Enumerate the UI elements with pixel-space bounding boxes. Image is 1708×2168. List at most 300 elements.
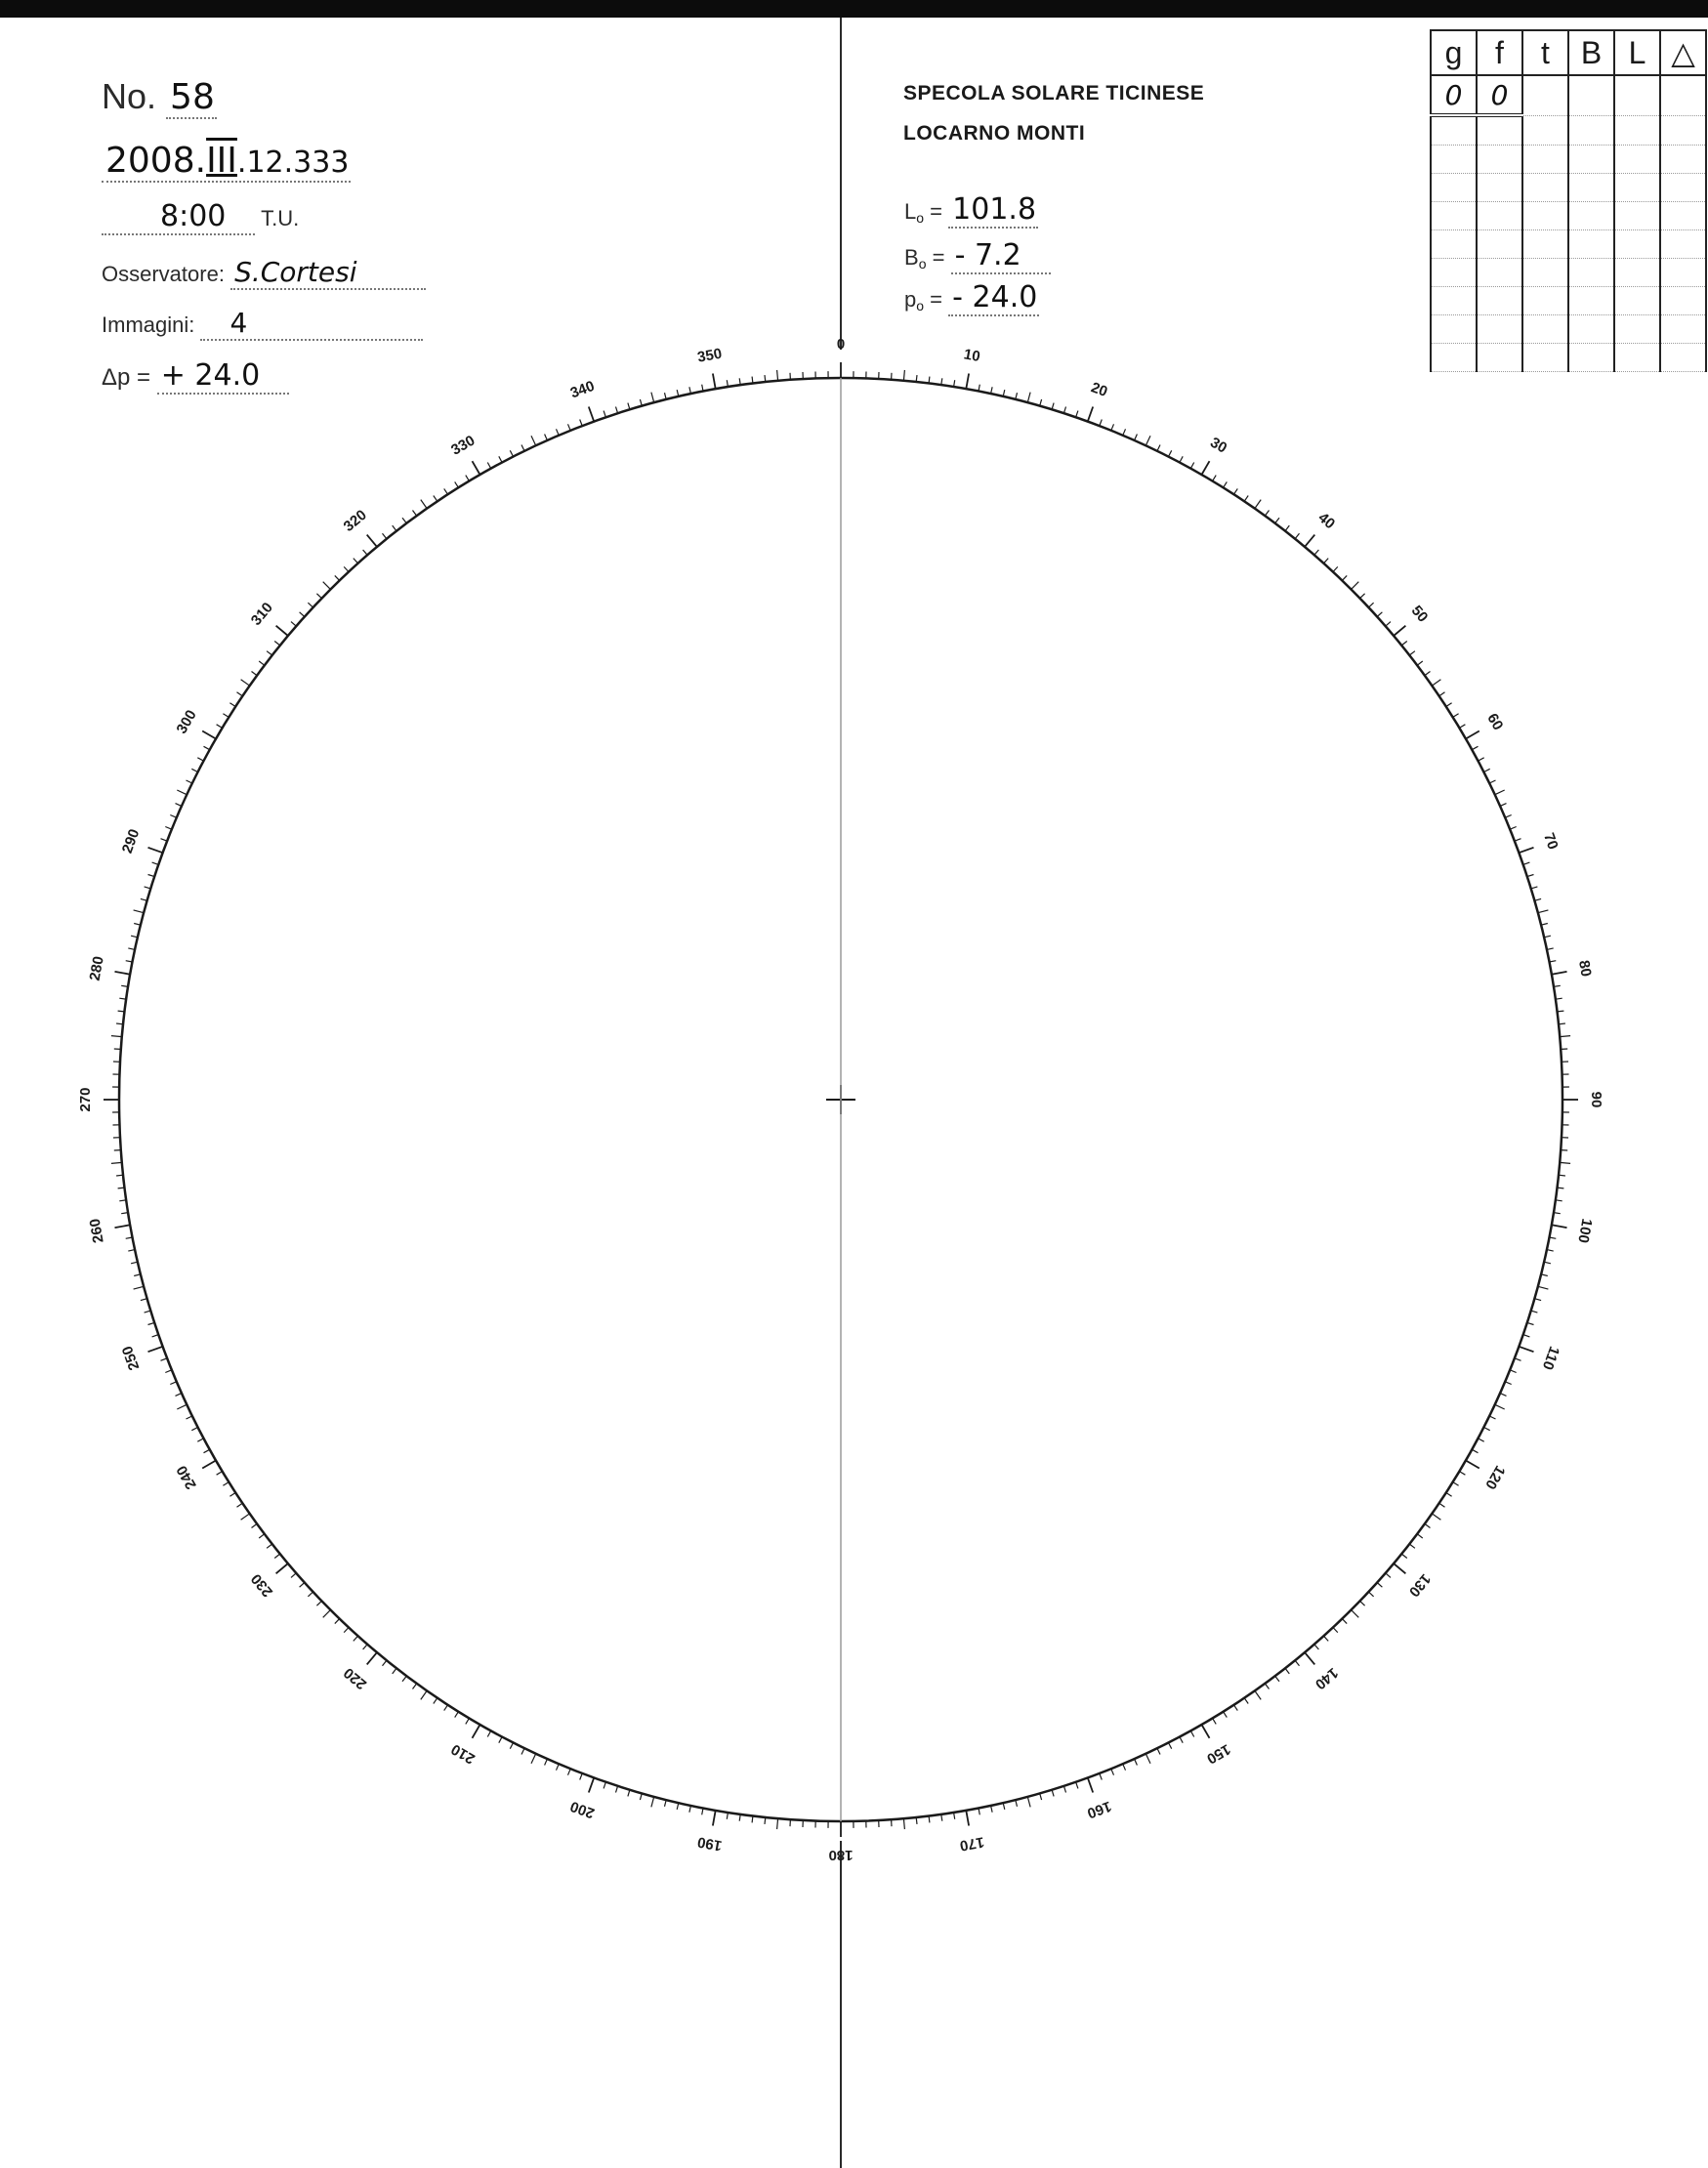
- col-header-delta: △: [1660, 30, 1706, 75]
- dial-tick: [1052, 1790, 1054, 1797]
- dial-tick: [1040, 399, 1042, 406]
- dial-tick: [1342, 1619, 1347, 1624]
- dial-tick: [217, 725, 223, 729]
- table-cell[interactable]: 0: [1431, 75, 1477, 115]
- dial-tick: [402, 1676, 406, 1682]
- dial-tick: [444, 488, 448, 494]
- dial-tick: [1495, 1404, 1505, 1409]
- dial-tick: [1305, 1652, 1314, 1664]
- dial-tick: [241, 680, 250, 686]
- dial-tick: [237, 692, 243, 696]
- dial-tick: [148, 1322, 155, 1324]
- dial-tick: [383, 533, 387, 539]
- dial-tick: [131, 1262, 138, 1264]
- dial-tick: [1515, 839, 1521, 842]
- dial-tick: [1180, 1737, 1183, 1743]
- dial-tick: [197, 1438, 203, 1441]
- dial-tick: [1027, 393, 1030, 403]
- dial-tick: [1135, 1759, 1138, 1765]
- dial-tick: [128, 948, 135, 950]
- dial-tick: [1560, 1162, 1570, 1163]
- dial-tick: [204, 746, 210, 749]
- dial-tick: [1500, 804, 1506, 807]
- dial-tick: [1202, 1725, 1210, 1738]
- dial-tick: [616, 407, 618, 414]
- dial-tick: [1169, 1743, 1172, 1749]
- dial-tick: [1360, 1601, 1365, 1605]
- dial-tick: [413, 511, 417, 517]
- observer-label: Osservatore:: [102, 262, 225, 286]
- dial-tick: [1495, 790, 1505, 795]
- dial-tick: [323, 1610, 331, 1618]
- dial-tick: [383, 1660, 387, 1666]
- dial-tick: [252, 1523, 258, 1527]
- dial-tick: [217, 1472, 223, 1476]
- dial-tick: [1559, 1023, 1565, 1024]
- dial-tick: [1255, 1690, 1261, 1699]
- dial-tick: [141, 898, 147, 900]
- dial-tick: [202, 731, 216, 739]
- dial-tick: [170, 1382, 176, 1385]
- dial-label-230: 230: [247, 1570, 276, 1601]
- dial-label-120: 120: [1481, 1462, 1509, 1492]
- dial-tick: [1472, 1449, 1478, 1452]
- dial-tick: [1027, 1797, 1030, 1808]
- dial-tick: [1472, 746, 1478, 749]
- dial-tick: [1453, 714, 1459, 718]
- dial-tick: [1003, 1803, 1005, 1810]
- dial-tick: [1295, 1660, 1299, 1666]
- dial-tick: [413, 1684, 417, 1689]
- dial-tick: [223, 1482, 229, 1486]
- dial-tick: [677, 1803, 679, 1810]
- dial-tick: [473, 1725, 480, 1738]
- dial-label-0: 0: [836, 335, 846, 353]
- dial-tick: [111, 1162, 122, 1163]
- l0-equals: =: [930, 199, 943, 224]
- observer-value[interactable]: S.Cortesi: [230, 256, 425, 290]
- dial-tick: [421, 500, 427, 509]
- dial-tick: [903, 1818, 904, 1829]
- dial-tick: [1377, 612, 1382, 617]
- dial-tick: [1527, 875, 1534, 877]
- dial-tick: [1552, 972, 1567, 975]
- dial-label-140: 140: [1312, 1664, 1342, 1693]
- dial-tick: [1489, 1416, 1495, 1419]
- dial-tick: [1052, 403, 1054, 410]
- dial-tick: [116, 1175, 123, 1176]
- dial-label-300: 300: [173, 707, 200, 737]
- dial-label-130: 130: [1405, 1570, 1435, 1601]
- dial-tick: [1484, 769, 1490, 771]
- images-value[interactable]: 4: [200, 307, 423, 341]
- dial-tick: [141, 1299, 147, 1301]
- dial-tick: [1088, 407, 1093, 422]
- dial-tick: [545, 435, 548, 440]
- dial-tick: [1523, 862, 1530, 864]
- dial-tick: [1401, 642, 1407, 646]
- dial-tick: [1123, 1764, 1126, 1770]
- dial-tick: [765, 375, 766, 382]
- dial-tick: [1285, 1668, 1289, 1674]
- dial-tick: [1559, 1175, 1565, 1176]
- observatory-location: LOCARNO MONTI: [903, 122, 1086, 145]
- dial-tick: [1076, 1782, 1078, 1789]
- dial-tick: [323, 582, 331, 590]
- dial-tick: [521, 445, 524, 451]
- dial-tick: [651, 393, 654, 403]
- dial-tick: [1146, 1754, 1150, 1764]
- dial-tick: [1275, 1676, 1279, 1682]
- dial-tick: [1213, 476, 1217, 481]
- dial-tick: [1088, 1777, 1093, 1792]
- dial-tick: [1352, 1610, 1359, 1618]
- dial-tick: [1446, 1493, 1452, 1497]
- dial-tick: [229, 703, 235, 707]
- dial-tick: [1523, 1335, 1530, 1337]
- dial-tick: [1157, 1748, 1160, 1754]
- dial-tick: [1169, 450, 1172, 456]
- delta-p-value[interactable]: + 24.0: [157, 358, 289, 395]
- dial-tick: [1417, 1534, 1423, 1538]
- dial-tick: [665, 1800, 667, 1807]
- b0-value[interactable]: - 7.2: [951, 238, 1051, 274]
- dial-tick: [752, 1816, 753, 1823]
- dial-label-310: 310: [247, 599, 276, 629]
- dial-tick: [1489, 780, 1495, 783]
- dial-tick: [1453, 1482, 1459, 1486]
- dial-tick: [1123, 429, 1126, 435]
- dial-tick: [604, 1782, 605, 1789]
- dial-label-160: 160: [1084, 1797, 1114, 1822]
- dial-tick: [434, 1698, 437, 1704]
- dial-tick: [929, 1816, 930, 1823]
- dial-label-320: 320: [340, 506, 370, 535]
- dial-tick: [1295, 533, 1299, 539]
- dial-tick: [487, 1730, 490, 1736]
- dial-tick: [223, 714, 229, 718]
- dial-tick: [191, 1428, 197, 1431]
- dial-tick: [1534, 1299, 1541, 1301]
- dial-tick: [241, 1514, 250, 1520]
- dial-tick: [521, 1748, 524, 1754]
- dial-tick: [177, 1404, 187, 1409]
- dial-tick: [1016, 393, 1018, 399]
- dial-tick: [1547, 1250, 1554, 1252]
- dial-tick: [393, 525, 396, 531]
- dial-tick: [1541, 924, 1548, 926]
- dial-label-240: 240: [173, 1462, 200, 1492]
- dial-tick: [1100, 1773, 1103, 1780]
- dial-tick: [1377, 1583, 1382, 1588]
- dial-label-220: 220: [340, 1664, 370, 1693]
- dial-tick: [229, 1493, 235, 1497]
- dial-tick: [580, 420, 583, 427]
- dial-label-40: 40: [1314, 509, 1339, 533]
- l0-label: L: [904, 199, 917, 224]
- dial-tick: [689, 1806, 691, 1813]
- dial-tick: [1394, 626, 1405, 636]
- date-month-roman: III: [206, 141, 237, 181]
- dial-tick: [1213, 1718, 1217, 1724]
- col-header-b: B: [1568, 30, 1614, 75]
- table-cell[interactable]: 0: [1477, 75, 1522, 115]
- p0-label: p: [904, 287, 917, 312]
- dial-tick: [152, 1335, 159, 1337]
- dial-tick: [966, 1811, 969, 1826]
- dial-tick: [1531, 1311, 1538, 1313]
- dial-tick: [713, 374, 716, 390]
- dial-tick: [1409, 1544, 1415, 1548]
- dial-tick: [115, 1225, 131, 1228]
- dial-tick: [1479, 758, 1484, 761]
- dial-tick: [1510, 827, 1517, 830]
- dial-tick: [316, 594, 321, 599]
- dial-tick: [929, 377, 930, 384]
- dial-tick: [499, 1737, 502, 1743]
- dial-tick: [1558, 1011, 1564, 1012]
- dial-tick: [499, 456, 502, 462]
- dial-tick: [1360, 594, 1365, 599]
- dial-tick: [237, 1503, 243, 1507]
- dial-tick: [161, 1358, 168, 1361]
- dial-label-10: 10: [962, 346, 981, 365]
- dial-tick: [444, 1705, 448, 1711]
- dial-tick: [344, 1628, 349, 1633]
- dial-tick: [148, 875, 155, 877]
- dial-tick: [354, 559, 358, 563]
- date-year: 2008.: [105, 141, 207, 181]
- dial-tick: [276, 626, 288, 636]
- images-label: Immagini:: [102, 313, 195, 337]
- dial-tick: [316, 1601, 321, 1605]
- dial-tick: [1386, 1573, 1391, 1578]
- dial-tick: [966, 374, 969, 390]
- dial-tick: [991, 387, 993, 394]
- dial-tick: [1180, 456, 1183, 462]
- dial-tick: [291, 1573, 296, 1578]
- dial-label-200: 200: [567, 1797, 598, 1822]
- dial-tick: [765, 1817, 766, 1824]
- dial-tick: [1439, 1503, 1445, 1507]
- dial-tick: [991, 1806, 993, 1813]
- dial-tick: [1234, 488, 1238, 494]
- dial-tick: [545, 1759, 548, 1765]
- dial-tick: [1255, 500, 1261, 509]
- delta-p-label: Δp =: [102, 364, 151, 391]
- dial-tick: [455, 481, 459, 487]
- col-header-t: t: [1522, 30, 1568, 75]
- dial-tick: [1369, 603, 1374, 607]
- dial-tick: [421, 1690, 427, 1699]
- dial-tick: [1369, 1592, 1374, 1597]
- time-value[interactable]: 8:00: [102, 199, 255, 235]
- dial-tick: [165, 1370, 172, 1373]
- dial-tick: [1352, 582, 1359, 590]
- dial-tick: [713, 1811, 716, 1826]
- drawing-number-value[interactable]: 58: [166, 77, 217, 119]
- dial-label-20: 20: [1088, 379, 1110, 400]
- dial-tick: [148, 1347, 163, 1352]
- dial-tick: [916, 1817, 917, 1824]
- dial-tick: [202, 1461, 216, 1469]
- dial-tick: [1063, 407, 1065, 414]
- b0-subscript: o: [918, 256, 927, 271]
- dial-tick: [176, 1394, 182, 1397]
- dial-tick: [628, 1790, 630, 1797]
- dial-tick: [1111, 424, 1114, 431]
- dial-tick: [300, 1583, 305, 1588]
- dial-tick: [1146, 436, 1150, 445]
- dial-tick: [335, 1619, 340, 1624]
- dial-tick: [1063, 1786, 1065, 1793]
- dial-tick: [145, 887, 151, 889]
- dial-label-70: 70: [1540, 830, 1562, 853]
- dial-label-190: 190: [695, 1833, 724, 1855]
- dial-tick: [116, 1023, 123, 1024]
- dial-tick: [1466, 1461, 1479, 1469]
- dial-tick: [1224, 1712, 1228, 1718]
- dial-tick: [131, 936, 138, 938]
- dial-label-270: 270: [76, 1087, 94, 1112]
- dial-tick: [1324, 1636, 1329, 1641]
- b0-equals: =: [932, 245, 945, 270]
- dial-tick: [111, 1036, 122, 1037]
- dial-tick: [466, 476, 470, 481]
- l0-value[interactable]: 101.8: [948, 192, 1038, 229]
- dial-tick: [689, 387, 691, 394]
- dial-label-80: 80: [1575, 959, 1595, 979]
- dial-tick: [1157, 445, 1160, 451]
- dial-tick: [1425, 672, 1431, 676]
- dial-tick: [300, 612, 305, 617]
- dial-tick: [1386, 622, 1391, 627]
- col-header-g: g: [1431, 30, 1477, 75]
- p0-value[interactable]: - 24.0: [948, 280, 1039, 316]
- dial-tick: [1432, 680, 1440, 686]
- dial-label-260: 260: [86, 1217, 107, 1245]
- drawing-number-label: No.: [102, 76, 157, 116]
- dial-tick: [344, 566, 349, 571]
- dial-tick: [777, 1818, 778, 1829]
- dial-tick: [1324, 559, 1329, 563]
- dial-tick: [191, 769, 197, 771]
- dial-tick: [1333, 566, 1338, 571]
- dial-tick: [1552, 1225, 1567, 1228]
- dial-tick: [134, 924, 141, 926]
- dial-tick: [367, 535, 377, 547]
- dial-label-110: 110: [1538, 1344, 1563, 1372]
- dial-tick: [1425, 1523, 1431, 1527]
- dial-tick: [580, 1773, 583, 1780]
- dial-tick: [145, 1311, 151, 1313]
- dial-tick: [557, 1764, 560, 1770]
- dial-tick: [1560, 1036, 1570, 1037]
- dial-tick: [1314, 550, 1319, 555]
- dial-tick: [487, 463, 490, 469]
- dial-tick: [1527, 1322, 1534, 1324]
- dial-tick: [1409, 651, 1415, 655]
- dial-tick: [604, 411, 605, 418]
- dial-tick: [274, 1554, 280, 1558]
- dial-tick: [1505, 1382, 1511, 1385]
- dial-tick: [1135, 435, 1138, 440]
- dial-tick: [1100, 420, 1103, 427]
- dial-tick: [1541, 1274, 1548, 1276]
- dial-tick: [187, 1416, 192, 1419]
- dial-tick: [1333, 1628, 1338, 1633]
- dial-tick: [197, 758, 203, 761]
- dial-tick: [1190, 463, 1193, 469]
- dial-label-150: 150: [1203, 1740, 1233, 1768]
- dial-tick: [1342, 575, 1347, 580]
- dial-tick: [677, 390, 679, 396]
- dial-tick: [568, 1769, 571, 1775]
- dial-tick: [115, 972, 131, 975]
- dial-tick: [204, 1449, 210, 1452]
- dial-tick: [1505, 815, 1511, 818]
- dial-tick: [651, 1797, 654, 1808]
- dial-tick: [1265, 511, 1269, 517]
- dial-tick: [1446, 703, 1452, 707]
- dial-tick: [777, 370, 778, 381]
- dial-tick: [1244, 1698, 1248, 1704]
- dial-tick: [1459, 725, 1465, 729]
- dial-tick: [752, 377, 753, 384]
- dial-tick: [367, 1652, 377, 1664]
- dial-tick: [1040, 1793, 1042, 1800]
- dial-tick: [1076, 411, 1078, 418]
- dial-tick: [274, 642, 280, 646]
- dial-tick: [1432, 1514, 1440, 1520]
- p0-equals: =: [930, 287, 943, 312]
- dial-tick: [170, 815, 176, 818]
- dial-tick: [187, 780, 192, 783]
- dial-tick: [363, 1645, 368, 1649]
- dial-label-340: 340: [567, 377, 598, 402]
- dial-tick: [252, 672, 258, 676]
- dial-tick: [557, 429, 560, 435]
- dial-tick: [1003, 390, 1005, 396]
- col-header-f: f: [1477, 30, 1522, 75]
- dial-tick: [1190, 1730, 1193, 1736]
- dial-label-100: 100: [1574, 1217, 1596, 1245]
- dial-tick: [1314, 1645, 1319, 1649]
- dial-label-30: 30: [1207, 434, 1230, 457]
- dial-label-60: 60: [1483, 710, 1507, 733]
- dial-tick: [1265, 1684, 1269, 1689]
- dial-tick: [134, 1274, 141, 1276]
- dial-tick: [291, 622, 296, 627]
- observatory-name: SPECOLA SOLARE TICINESE: [903, 82, 1205, 104]
- dial-tick: [1531, 887, 1538, 889]
- dial-tick: [1439, 692, 1445, 696]
- dial-tick: [589, 407, 594, 422]
- dial-tick: [473, 461, 480, 475]
- dial-tick: [363, 550, 368, 555]
- dial-tick: [161, 839, 168, 842]
- dial-tick: [1519, 848, 1533, 853]
- dial-tick: [176, 804, 182, 807]
- dial-tick: [1234, 1705, 1238, 1711]
- dial-tick: [259, 661, 265, 665]
- dial-tick: [128, 1250, 135, 1252]
- l0-subscript: o: [916, 210, 925, 226]
- dial-tick: [177, 790, 187, 795]
- dial-label-330: 330: [448, 432, 479, 459]
- dial-tick: [589, 1777, 594, 1792]
- dial-tick: [1510, 1370, 1517, 1373]
